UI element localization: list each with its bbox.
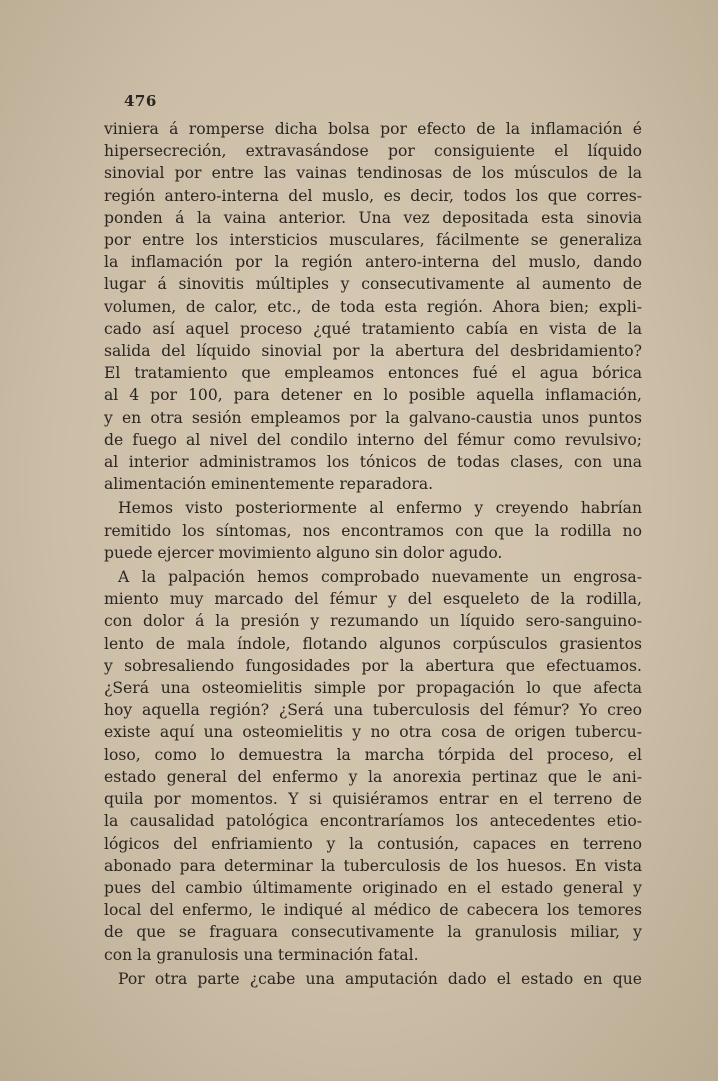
text-line: por entre los intersticios musculares, fácilmente se generaliza [104, 231, 642, 250]
body-text [104, 118, 642, 990]
text-line: estado general del enfermo y la anorexia pertinaz que le ani- [104, 767, 642, 786]
text-line: local del enfermo, le indiqué al médico de cabecera los temores [104, 901, 642, 920]
text-line: la causalidad patológica encontraríamos los antecedentes etio- [104, 812, 642, 831]
text-line: hipersecreción, extravasándose por consiguiente el líquido [104, 142, 642, 161]
text-line: volumen, de calor, etc., de toda esta región. Ahora bien; expli- [104, 297, 642, 316]
text-line: salida del líquido sinovial por la abertura del desbridamiento? [104, 342, 642, 361]
text-line: Por otra parte ¿cabe una amputación dado el estado en que [118, 969, 642, 988]
text-line: quila por momentos. Y si quisiéramos entrar en el terreno de [104, 790, 642, 809]
text-line: abonado para determinar la tuberculosis de los huesos. En vista [104, 856, 642, 875]
text-line: Hemos visto posteriormente al enfermo y creyendo habrían [118, 499, 642, 518]
text-line: puede ejercer movimiento alguno sin dolor agudo. [104, 543, 503, 562]
text-line: cado así aquel proceso ¿qué tratamiento cabía en vista de la [104, 319, 642, 338]
text-line: A la palpación hemos comprobado nuevamente un engrosa- [118, 568, 642, 587]
text-line: alimentación eminentemente reparadora. [104, 475, 434, 494]
text-line: de que se fraguara consecutivamente la granulosis miliar, y [104, 923, 642, 942]
text-line: con dolor á la presión y rezumando un líquido sero-sanguino- [104, 612, 642, 631]
text-line: la inflamación por la región antero-interna del muslo, dando [104, 253, 642, 272]
text-line: viniera á romperse dicha bolsa por efecto de la inflamación é [104, 120, 642, 138]
text-line: ¿Será una osteomielitis simple por propagación lo que afecta [104, 679, 642, 698]
text-line: al 4 por 100, para detener en lo posible aquella inflamación, [104, 386, 642, 405]
text-line: lento de mala índole, flotando algunos corpúsculos grasientos [104, 634, 642, 653]
text-line: y sobresaliendo fungosidades por la abertura que efectuamos. [104, 656, 642, 675]
text-line: al interior administramos los tónicos de todas clases, con una [104, 453, 642, 472]
text-line: región antero-interna del muslo, es decir, todos los que corres- [104, 186, 642, 205]
text-line: sinovial por entre las vainas tendinosas de los músculos de la [104, 164, 642, 183]
text-line: remitido los síntomas, nos encontramos con que la rodilla no [104, 521, 642, 540]
text-line: hoy aquella región? ¿Será una tuberculosis del fémur? Yo creo [104, 701, 642, 720]
text-line: existe aquí una osteomielitis y no otra cosa de origen tubercu- [104, 723, 642, 742]
text-line: ponden á la vaina anterior. Una vez depositada esta sinovia [104, 208, 642, 227]
text-line: loso, como lo demuestra la marcha tórpida del proceso, el [104, 745, 642, 764]
text-line: lugar á sinovitis múltiples y consecutivamente al aumento de [104, 275, 642, 294]
text-line: de fuego al nivel del condilo interno del fémur como revulsivo; [104, 430, 642, 449]
text-line: miento muy marcado del fémur y del esqueleto de la rodilla, [104, 590, 642, 609]
text-line: lógicos del enfriamiento y la contusión, capaces en terreno [104, 834, 642, 853]
text-line: y en otra sesión empleamos por la galvano-caustia unos puntos [104, 408, 642, 427]
page-number: 476 [124, 92, 157, 110]
text-line: con la granulosis una terminación fatal. [104, 945, 419, 964]
text-line: El tratamiento que empleamos entonces fué el agua bórica [104, 364, 642, 383]
text-line: pues del cambio últimamente originado en el estado general y [104, 878, 642, 897]
